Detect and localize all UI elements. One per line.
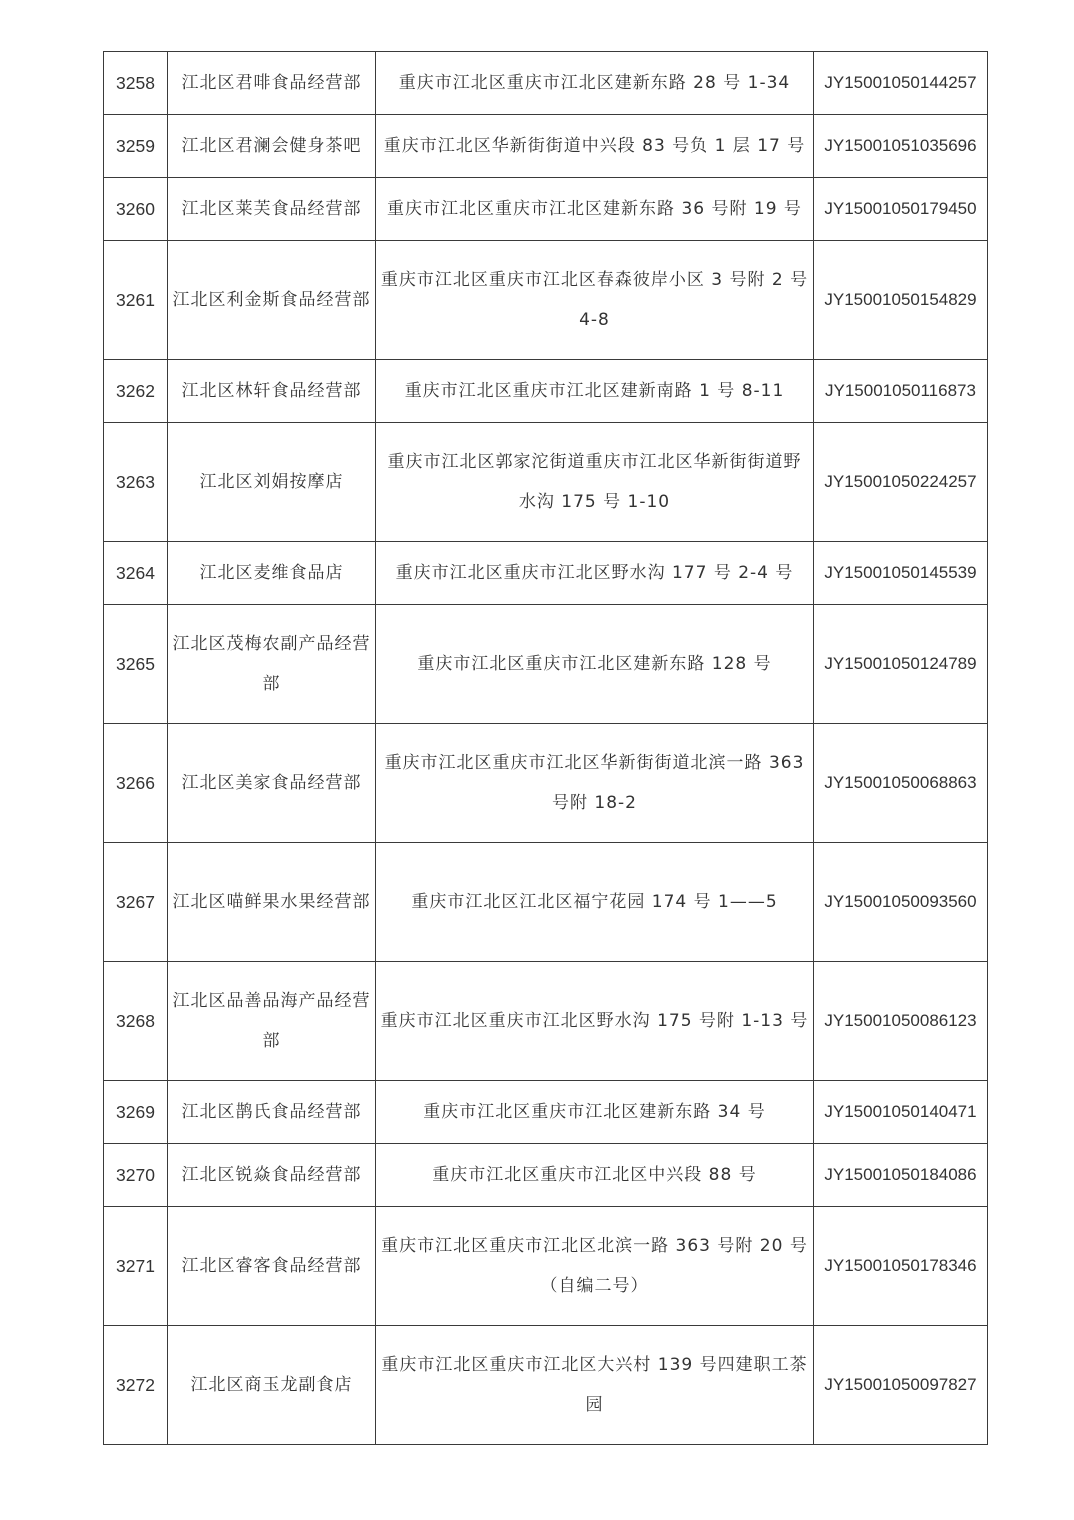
- address-cell: 重庆市江北区重庆市江北区北滨一路 363 号附 20 号（自编二号）: [376, 1207, 814, 1326]
- address-cell: 重庆市江北区重庆市江北区大兴村 139 号四建职工茶园: [376, 1326, 814, 1445]
- table-row: [104, 1081, 988, 1144]
- row-number-cell: 3272: [104, 1326, 168, 1445]
- business-name-cell: 江北区刘娟按摩店: [168, 423, 376, 542]
- license-number-cell: JY15001050116873: [814, 360, 988, 423]
- row-number-cell: 3260: [104, 178, 168, 241]
- business-name-cell: 江北区利金斯食品经营部: [168, 241, 376, 360]
- address-cell: 重庆市江北区郭家沱街道重庆市江北区华新街街道野水沟 175 号 1-10: [376, 423, 814, 542]
- table-row: [104, 1207, 988, 1326]
- license-number-cell: JY15001050068863: [814, 724, 988, 843]
- business-name-cell: 江北区君啡食品经营部: [168, 52, 376, 115]
- license-number-cell: JY15001050184086: [814, 1144, 988, 1207]
- business-name-cell: 江北区锐焱食品经营部: [168, 1144, 376, 1207]
- row-number-cell: 3268: [104, 962, 168, 1081]
- business-name-cell: 江北区品善品海产品经营部: [168, 962, 376, 1081]
- business-name-cell: 江北区莱芙食品经营部: [168, 178, 376, 241]
- table-row: [104, 962, 988, 1081]
- license-number-cell: JY15001050179450: [814, 178, 988, 241]
- table-row: [104, 843, 988, 962]
- table-row: [104, 605, 988, 724]
- table-row: [104, 241, 988, 360]
- license-number-cell: JY15001050086123: [814, 962, 988, 1081]
- business-name-cell: 江北区睿客食品经营部: [168, 1207, 376, 1326]
- table-row: [104, 1326, 988, 1445]
- address-cell: 重庆市江北区重庆市江北区野水沟 175 号附 1-13 号: [376, 962, 814, 1081]
- business-name-cell: 江北区商玉龙副食店: [168, 1326, 376, 1445]
- address-cell: 重庆市江北区华新街街道中兴段 83 号负 1 层 17 号: [376, 115, 814, 178]
- row-number-cell: 3258: [104, 52, 168, 115]
- license-number-cell: JY15001050144257: [814, 52, 988, 115]
- table-row: [104, 724, 988, 843]
- license-number-cell: JY15001050145539: [814, 542, 988, 605]
- table-row: [104, 542, 988, 605]
- license-number-cell: JY15001050224257: [814, 423, 988, 542]
- address-cell: 重庆市江北区重庆市江北区建新东路 36 号附 19 号: [376, 178, 814, 241]
- row-number-cell: 3264: [104, 542, 168, 605]
- business-name-cell: 江北区麦维食品店: [168, 542, 376, 605]
- address-cell: 重庆市江北区重庆市江北区建新东路 28 号 1-34: [376, 52, 814, 115]
- address-cell: 重庆市江北区重庆市江北区建新东路 128 号: [376, 605, 814, 724]
- address-cell: 重庆市江北区重庆市江北区野水沟 177 号 2-4 号: [376, 542, 814, 605]
- address-cell: 重庆市江北区重庆市江北区华新街街道北滨一路 363 号附 18-2: [376, 724, 814, 843]
- license-number-cell: JY15001050124789: [814, 605, 988, 724]
- table-row: [104, 360, 988, 423]
- table-body: [104, 52, 988, 1445]
- business-name-cell: 江北区鹊氏食品经营部: [168, 1081, 376, 1144]
- table-row: [104, 423, 988, 542]
- business-name-cell: 江北区喵鲜果水果经营部: [168, 843, 376, 962]
- table-row: [104, 178, 988, 241]
- row-number-cell: 3271: [104, 1207, 168, 1326]
- business-name-cell: 江北区美家食品经营部: [168, 724, 376, 843]
- address-cell: 重庆市江北区江北区福宁花园 174 号 1——5: [376, 843, 814, 962]
- row-number-cell: 3263: [104, 423, 168, 542]
- business-name-cell: 江北区茂梅农副产品经营部: [168, 605, 376, 724]
- license-number-cell: JY15001050178346: [814, 1207, 988, 1326]
- license-number-cell: JY15001050140471: [814, 1081, 988, 1144]
- address-cell: 重庆市江北区重庆市江北区中兴段 88 号: [376, 1144, 814, 1207]
- row-number-cell: 3261: [104, 241, 168, 360]
- table-row: [104, 52, 988, 115]
- license-number-cell: JY15001051035696: [814, 115, 988, 178]
- row-number-cell: 3262: [104, 360, 168, 423]
- address-cell: 重庆市江北区重庆市江北区春森彼岸小区 3 号附 2 号 4-8: [376, 241, 814, 360]
- table-row: [104, 1144, 988, 1207]
- license-number-cell: JY15001050093560: [814, 843, 988, 962]
- document-page: [103, 51, 987, 1445]
- address-cell: 重庆市江北区重庆市江北区建新南路 1 号 8-11: [376, 360, 814, 423]
- address-cell: 重庆市江北区重庆市江北区建新东路 34 号: [376, 1081, 814, 1144]
- row-number-cell: 3270: [104, 1144, 168, 1207]
- table-row: [104, 115, 988, 178]
- license-table: [103, 51, 988, 1445]
- row-number-cell: 3265: [104, 605, 168, 724]
- business-name-cell: 江北区林轩食品经营部: [168, 360, 376, 423]
- row-number-cell: 3267: [104, 843, 168, 962]
- license-number-cell: JY15001050097827: [814, 1326, 988, 1445]
- license-number-cell: JY15001050154829: [814, 241, 988, 360]
- business-name-cell: 江北区君澜会健身茶吧: [168, 115, 376, 178]
- row-number-cell: 3259: [104, 115, 168, 178]
- row-number-cell: 3269: [104, 1081, 168, 1144]
- row-number-cell: 3266: [104, 724, 168, 843]
